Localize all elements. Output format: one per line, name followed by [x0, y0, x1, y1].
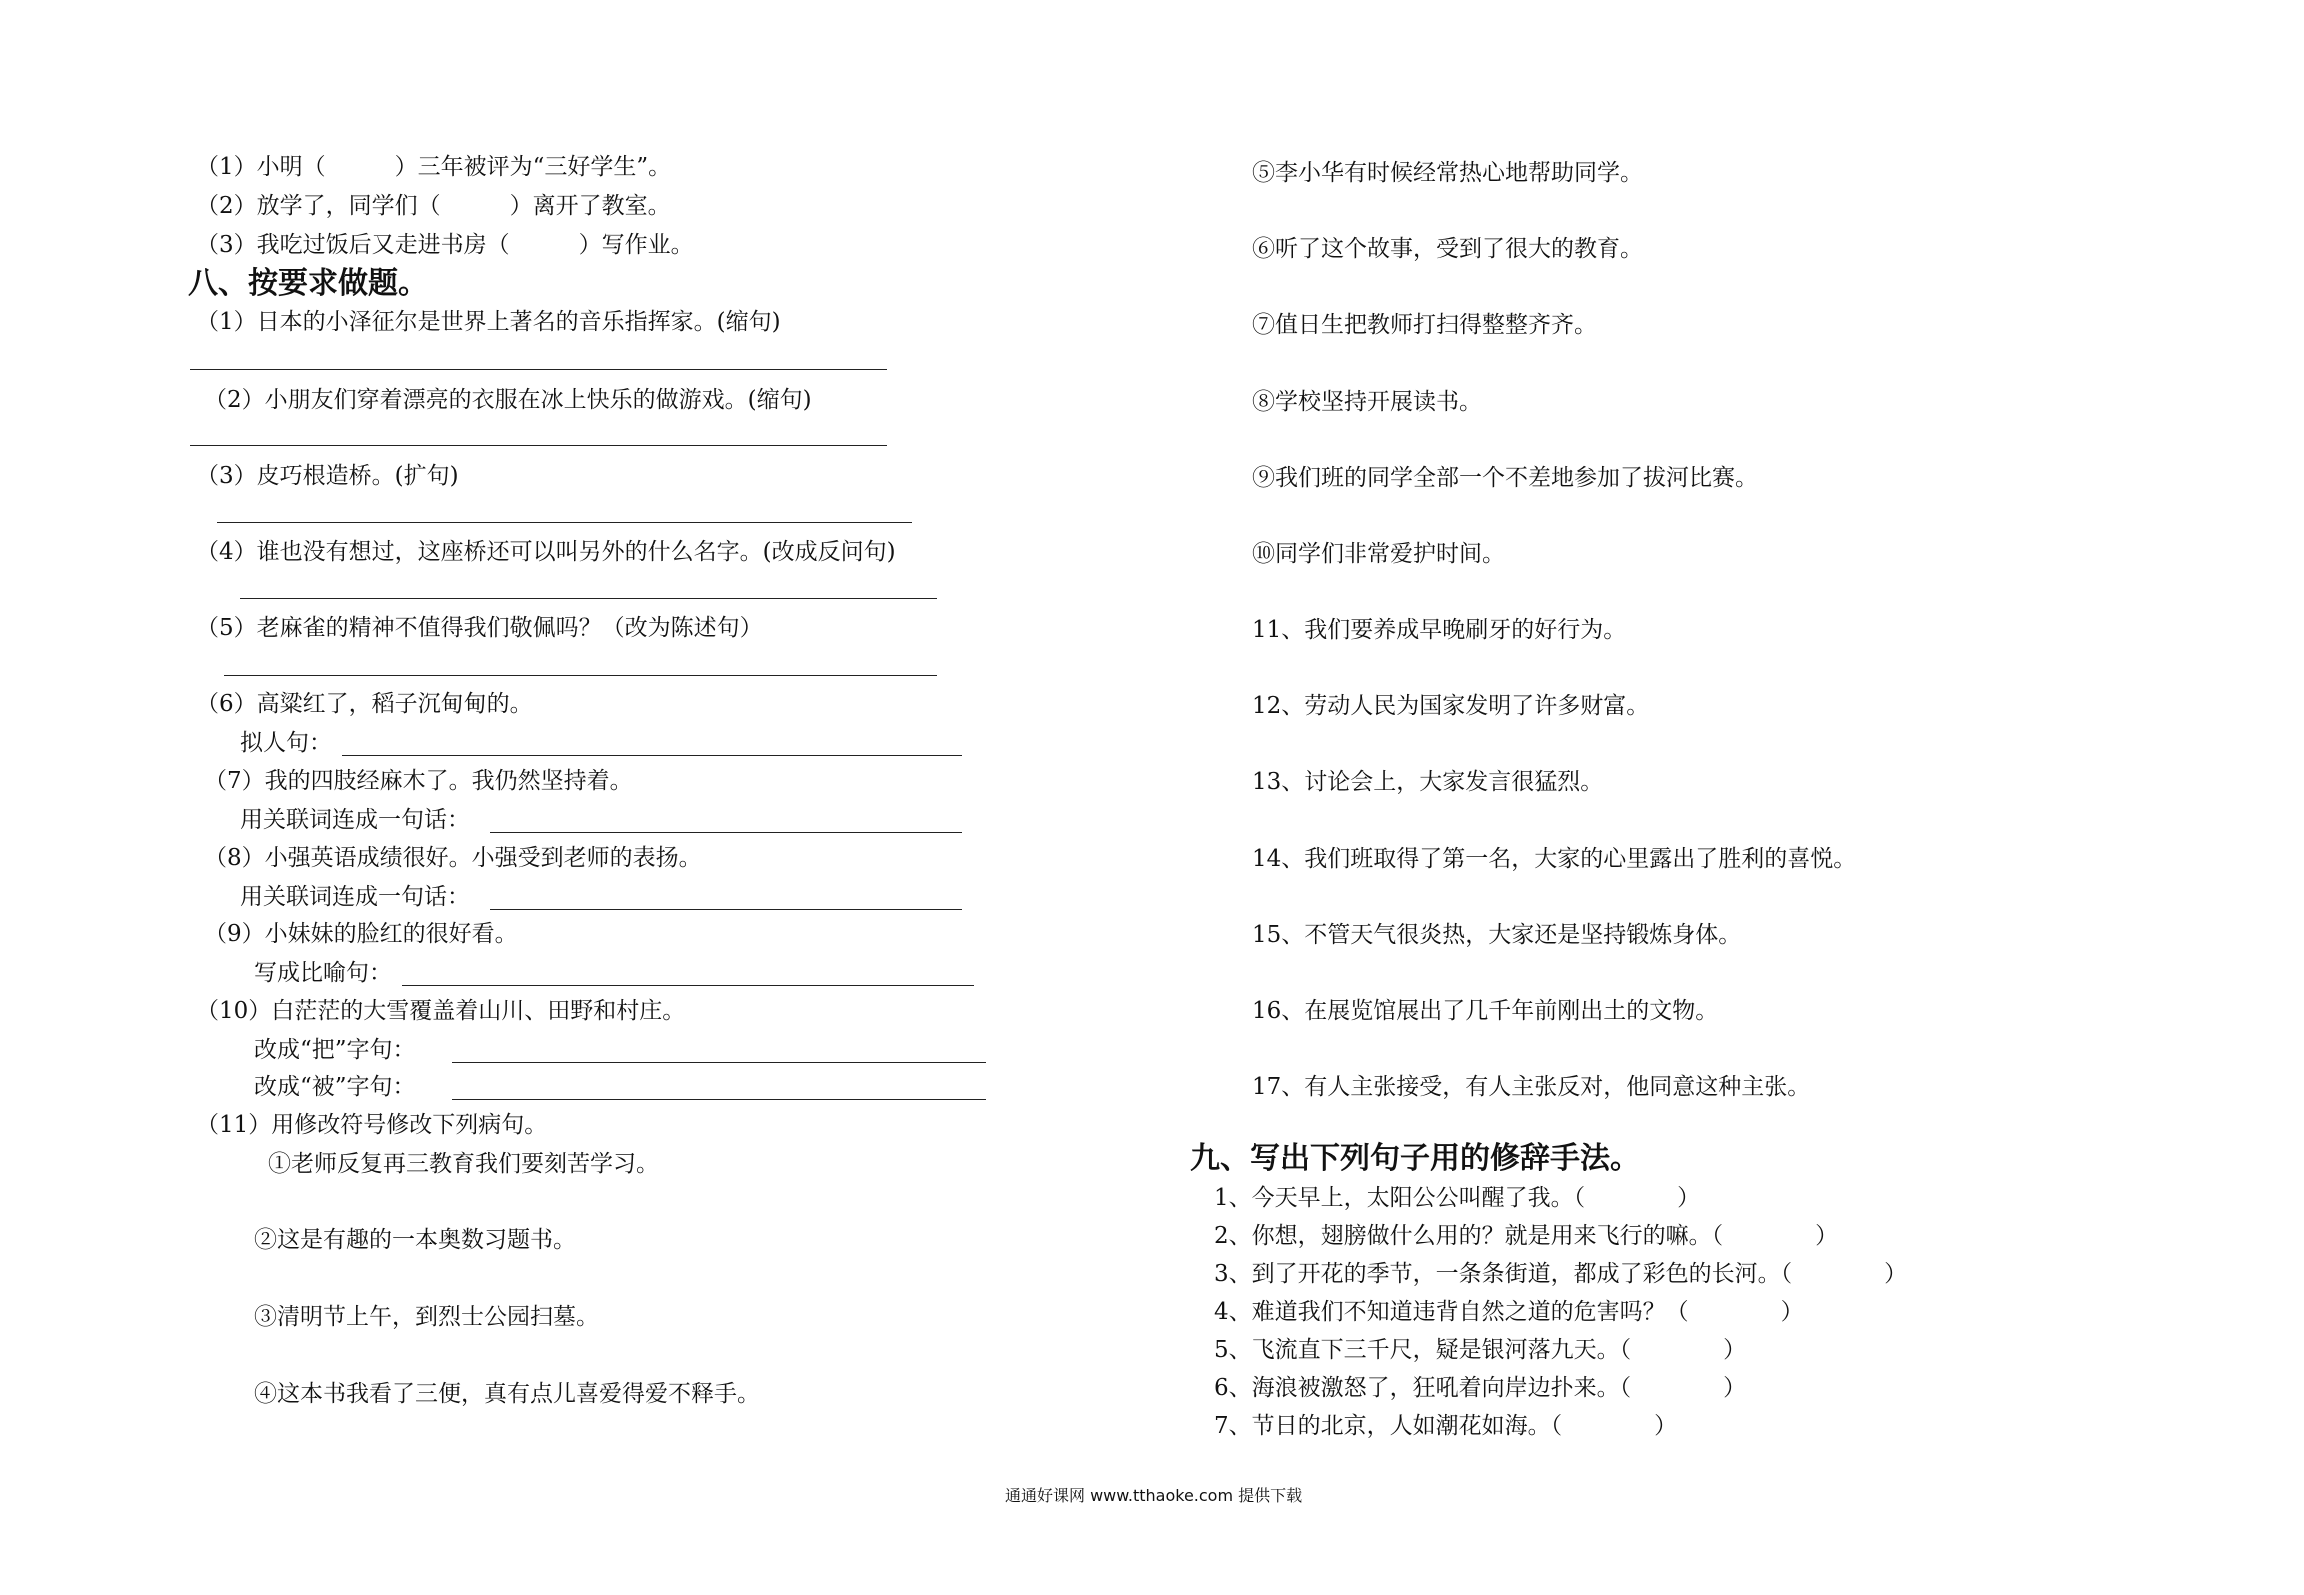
- q1-text: （1）日本的小泽征尔是世界上著名的音乐指挥家。(缩句): [196, 309, 781, 335]
- q10-text: （10）白茫茫的大雪覆盖着山川、田野和村庄。: [196, 998, 686, 1024]
- q10-prompt-bei: 改成“被”字句：: [254, 1074, 416, 1100]
- q5-text: （5）老麻雀的精神不值得我们敬佩吗？（改为陈述句）: [196, 615, 763, 641]
- q11-sub-4: ④这本书我看了三便，真有点儿喜爱得爱不释手。: [254, 1381, 760, 1407]
- q5-answer-line[interactable]: [224, 675, 937, 676]
- q2-answer-line[interactable]: [190, 445, 887, 446]
- q8-answer-line[interactable]: [490, 909, 962, 910]
- q10-prompt-ba: 改成“把”字句：: [254, 1037, 416, 1063]
- q6-answer-line[interactable]: [342, 755, 962, 756]
- fill-item-1: （1）小明（ ）三年被评为“三好学生”。: [196, 154, 672, 180]
- section8-title: 八、按要求做题。: [188, 266, 428, 301]
- right-item-12: 12、劳动人民为国家发明了许多财富。: [1252, 693, 1650, 719]
- rhetoric-item-3: 3、到了开花的季节，一条条街道，都成了彩色的长河。（ ）: [1214, 1261, 1908, 1287]
- q7-answer-line[interactable]: [490, 832, 962, 833]
- q11-text: （11）用修改符号修改下列病句。: [196, 1112, 548, 1138]
- right-item-9: ⑨我们班的同学全部一个不差地参加了拔河比赛。: [1252, 465, 1758, 491]
- right-item-17: 17、有人主张接受，有人主张反对，他同意这种主张。: [1252, 1074, 1811, 1100]
- right-item-14: 14、我们班取得了第一名，大家的心里露出了胜利的喜悦。: [1252, 846, 1857, 872]
- section9-title: 九、写出下列句子用的修辞手法。: [1190, 1141, 1640, 1176]
- q3-answer-line[interactable]: [217, 522, 912, 523]
- right-item-10: ⑩同学们非常爱护时间。: [1252, 541, 1505, 567]
- rhetoric-item-4: 4、难道我们不知道违背自然之道的危害吗？（ ）: [1214, 1299, 1804, 1325]
- right-item-11: 11、我们要养成早晚刷牙的好行为。: [1252, 617, 1627, 643]
- q11-sub-2: ②这是有趣的一本奥数习题书。: [254, 1227, 576, 1253]
- q9-answer-line[interactable]: [402, 985, 974, 986]
- q11-sub-3: ③清明节上午，到烈士公园扫墓。: [254, 1304, 599, 1330]
- q9-prompt: 写成比喻句：: [254, 960, 392, 986]
- footer-credit: 通通好课网 www.tthaoke.com 提供下载: [1005, 1486, 1303, 1505]
- q9-text: （9）小妹妹的脸红的很好看。: [204, 921, 518, 947]
- q3-text: （3）皮巧根造桥。(扩句): [196, 463, 459, 489]
- right-item-8: ⑧学校坚持开展读书。: [1252, 389, 1482, 415]
- q10-bei-answer-line[interactable]: [452, 1099, 986, 1100]
- rhetoric-item-7: 7、节日的北京，人如潮花如海。（ ）: [1214, 1413, 1678, 1439]
- fill-item-3: （3）我吃过饭后又走进书房（ ）写作业。: [196, 232, 694, 258]
- q7-prompt: 用关联词连成一句话：: [240, 807, 470, 833]
- q10-ba-answer-line[interactable]: [452, 1062, 986, 1063]
- right-item-16: 16、在展览馆展出了几千年前刚出土的文物。: [1252, 998, 1719, 1024]
- q4-text: （4）谁也没有想过，这座桥还可以叫另外的什么名字。(改成反问句): [196, 539, 896, 565]
- right-item-7: ⑦值日生把教师打扫得整整齐齐。: [1252, 312, 1597, 338]
- fill-item-2: （2）放学了，同学们（ ）离开了教室。: [196, 193, 671, 219]
- q8-prompt: 用关联词连成一句话：: [240, 884, 470, 910]
- q2-text: （2）小朋友们穿着漂亮的衣服在冰上快乐的做游戏。(缩句): [204, 387, 812, 413]
- right-item-15: 15、不管天气很炎热，大家还是坚持锻炼身体。: [1252, 922, 1742, 948]
- rhetoric-item-2: 2、你想，翅膀做什么用的？就是用来飞行的嘛。（ ）: [1214, 1223, 1839, 1249]
- rhetoric-item-5: 5、飞流直下三千尺，疑是银河落九天。（ ）: [1214, 1337, 1747, 1363]
- q1-answer-line[interactable]: [190, 369, 887, 370]
- q4-answer-line[interactable]: [240, 598, 937, 599]
- q6-text: （6）高粱红了，稻子沉甸甸的。: [196, 691, 533, 717]
- rhetoric-item-1: 1、今天早上，太阳公公叫醒了我。（ ）: [1214, 1185, 1701, 1211]
- q6-prompt: 拟人句：: [240, 730, 332, 756]
- q7-text: （7）我的四肢经麻木了。我仍然坚持着。: [204, 768, 633, 794]
- right-item-13: 13、讨论会上，大家发言很猛烈。: [1252, 769, 1604, 795]
- rhetoric-item-6: 6、海浪被激怒了，狂吼着向岸边扑来。（ ）: [1214, 1375, 1747, 1401]
- q8-text: （8）小强英语成绩很好。小强受到老师的表扬。: [204, 845, 702, 871]
- right-item-6: ⑥听了这个故事，受到了很大的教育。: [1252, 236, 1643, 262]
- q11-sub-1: ①老师反复再三教育我们要刻苦学习。: [268, 1151, 659, 1177]
- right-item-5: ⑤李小华有时候经常热心地帮助同学。: [1252, 160, 1643, 186]
